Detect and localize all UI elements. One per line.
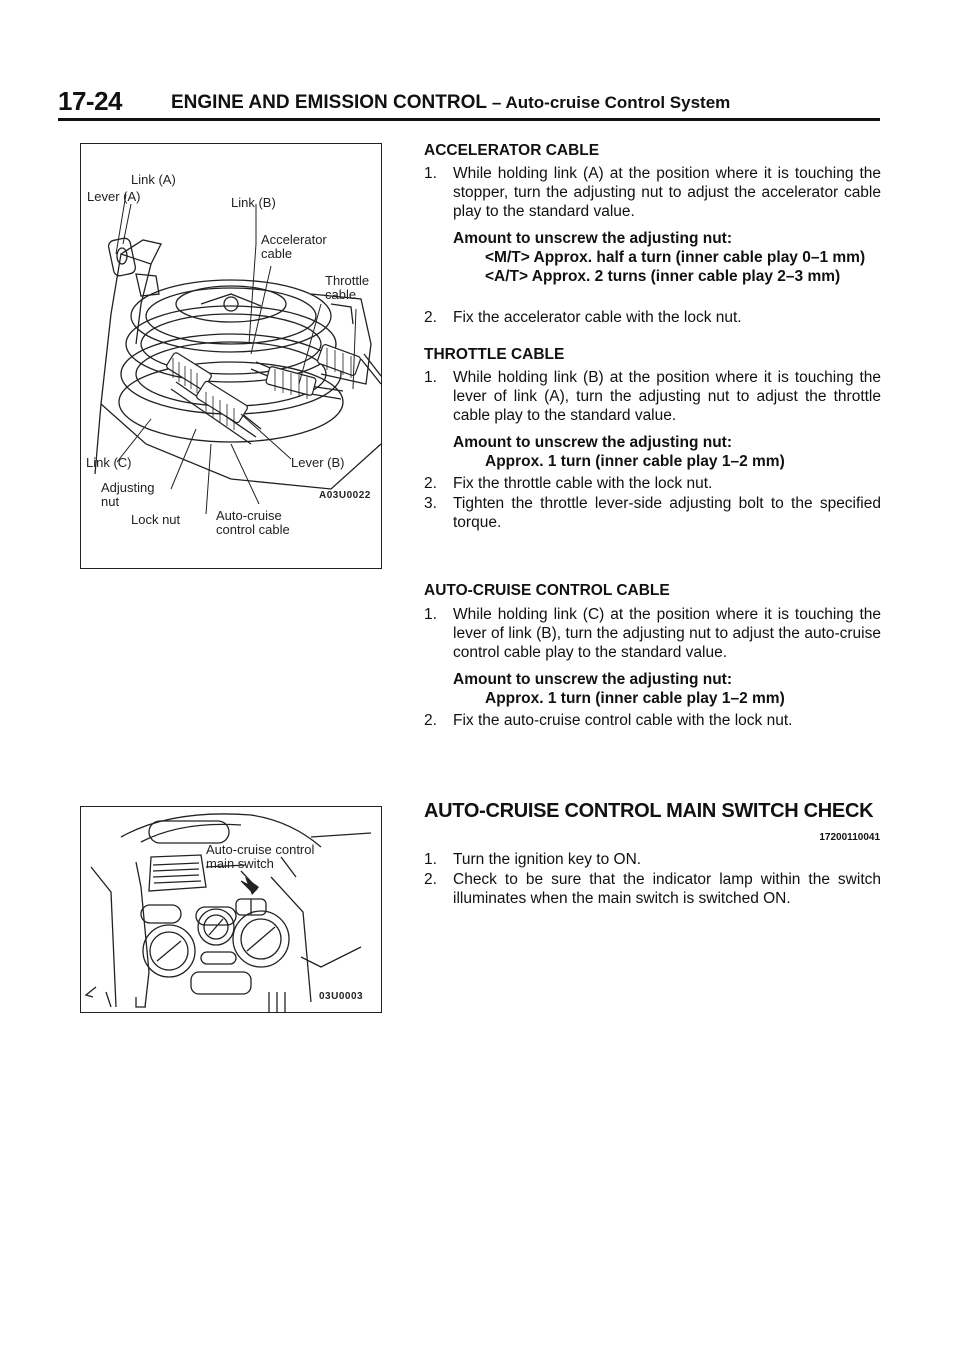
label-lever-b: Lever (B) [291, 455, 345, 470]
autocruise-amount: Amount to unscrew the adjusting nut: Approx. 1 turn (inner cable play 1–2 mm) [453, 671, 785, 707]
section-title: ENGINE AND EMISSION CONTROL [171, 92, 487, 113]
autocruise-heading: AUTO-CRUISE CONTROL CABLE [424, 582, 670, 599]
main-switch-figure [80, 806, 382, 1013]
label-main-switch: Auto-cruise control main switch [206, 842, 315, 871]
figure-code: A03U0022 [319, 490, 371, 501]
label-autocruise-cable: Auto-cruise control cable [216, 508, 290, 537]
page-number: 17-24 [58, 86, 122, 116]
label-throttle-cable: Throttle cable [325, 273, 370, 302]
header-rule [58, 118, 880, 121]
accelerator-heading: ACCELERATOR CABLE [424, 142, 600, 159]
accelerator-amount: Amount to unscrew the adjusting nut: <M/T> Approx. half a turn (inner cable play 0–1 mm) <A/T> Approx. 2 turns (inner cable play 2–3 mm) [453, 230, 866, 285]
throttle-heading: THROTTLE CABLE [424, 346, 565, 363]
label-link-a: Link (A) [131, 172, 176, 187]
section-subtitle: – Auto-cruise Control System [491, 93, 731, 112]
label-lock-nut: Lock nut [131, 512, 181, 527]
label-lever-a: Lever (A) [87, 189, 141, 204]
label-adjusting-nut: Adjusting nut [101, 480, 155, 509]
spec-code: 17200110041 [819, 832, 880, 843]
cable-adjustment-figure [80, 143, 382, 569]
label-accelerator-cable: Accelerator cable [261, 232, 327, 261]
throttle-amount: Amount to unscrew the adjusting nut: Approx. 1 turn (inner cable play 1–2 mm) [453, 434, 785, 470]
label-link-b: Link (B) [231, 195, 276, 210]
figure-code: 03U0003 [319, 991, 364, 1002]
page-header [58, 86, 880, 126]
procedure-text: ACCELERATOR CABLE 1. While holding link (A) at the position where it is touching the stopper, turn the adjusting nut to adjust the accelerator cable play to the standard value. Amount to unscrew the adjusting nut: <M/T> Approx. half a turn (inner cable play 0–1 mm) <A/T> Approx. 2 turns (inner cable play 2–3 mm) 2. Fix the accelerator cable with the lock nut. THROTTLE CABLE 1. While holding link (B) at the position where it is touching the lever of link (A), turn the adjusting nut to adjust the throttle cable play to the standard value. Amount to unscrew the adjusting nut: Approx. 1 turn (inner cable play 1–2 mm) 2. Fix the throttle cable with the lock nut. 3. Tighten the throttle lever-side adjusting bolt to the specified torque. AUTO-CRUISE CONTROL CABLE 1. While holding link (C) at the position where it is touching the lever of link (B), turn the adjusting nut to adjust the auto-cruise control cable play to the standard value. Amount to unscrew the adjusting nut: Approx. 1 turn (inner cable play 1–2 mm) 2. Fix the auto-cruise control cable with the lock nut. AUTO-CRUISE CONTROL MAIN SWITCH CHECK 17200110041 1. Turn the ignition key to ON. 2. Check to be sure that the indicator lamp within the switch illuminates when the main switch is switched ON. [424, 142, 881, 907]
dashboard-illustration [81, 807, 381, 1012]
page-title [171, 92, 730, 114]
switch-check-heading: AUTO-CRUISE CONTROL MAIN SWITCH CHECK [424, 800, 874, 822]
label-link-c: Link (C) [86, 455, 132, 470]
